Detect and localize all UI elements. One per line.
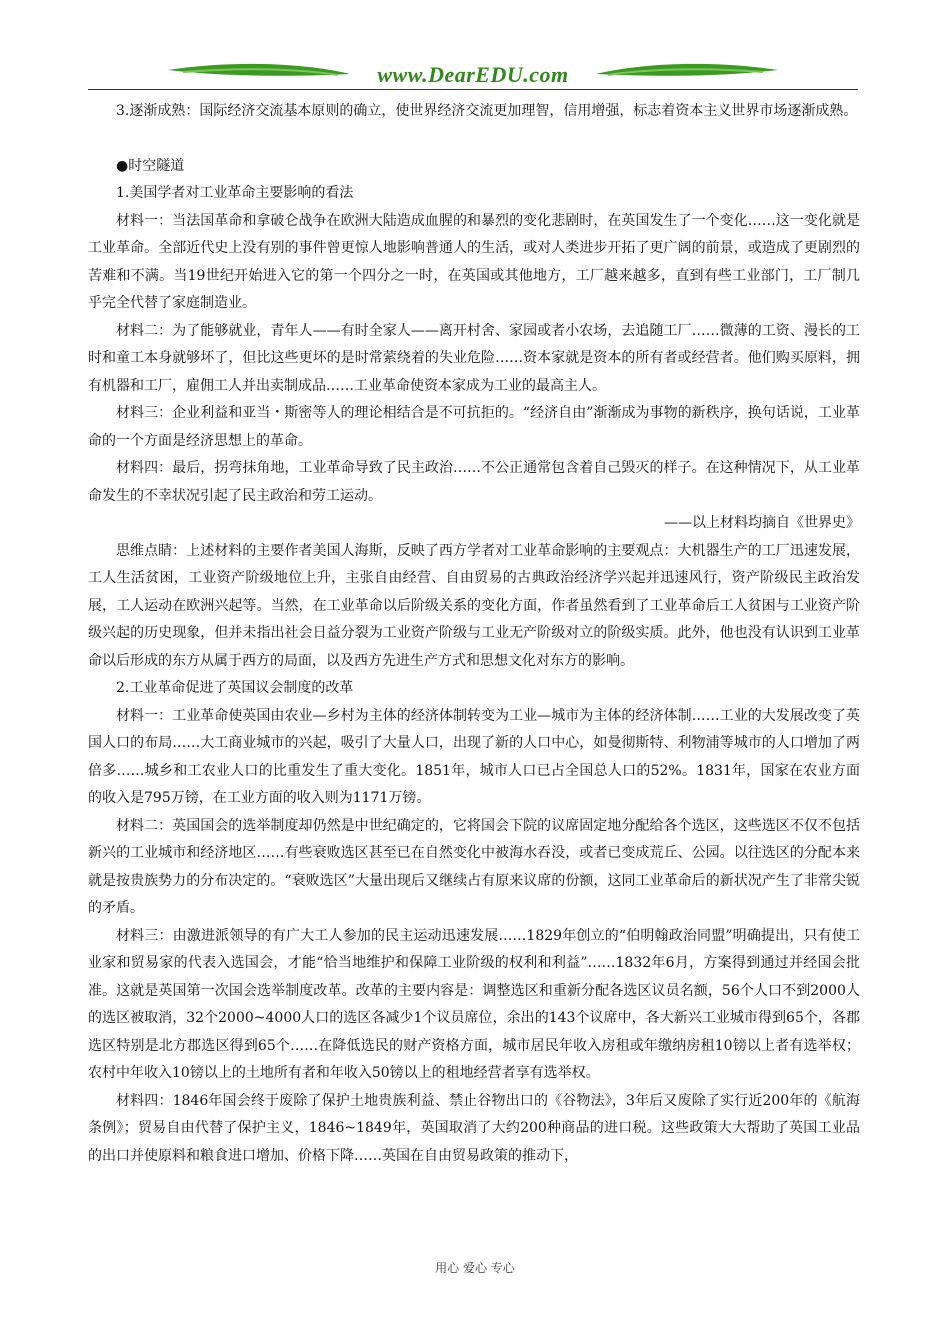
topic-1-material-3: 材料三：企业利益和亚当・斯密等人的理论相结合是不可抗拒的。“经济自由”渐渐成为事物的新秩序，换句话说，工业革命的一个方面是经济思想上的革命。 [88, 405, 860, 449]
topic-1-analysis: 思维点睛：上述材料的主要作者美国人海斯，反映了西方学者对工业革命影响的主要观点：大机器生产的工厂迅速发展，工人生活贫困，工业资产阶级地位上升，主张自由经营、自由贸易的古典政治经济学兴起并迅速风行，资产阶级民主政治发展，工人运动在欧洲兴起等。当然，在工业革命以后阶级关系的变化方面，作者虽然看到了工业革命后工人贫困与工业资产阶级兴起的历史现象，但并未指出社会日益分裂为工业资产阶级与工业无产阶级对立的阶级实质。此外，他也没有认识到工业革命以后形成的东方从属于西方的局面，以及西方先进生产方式和思想文化对东方的影响。 [88, 542, 860, 669]
topic-1-material-2: 材料二：为了能够就业，青年人——有时全家人——离开村舍、家园或者小农场，去追随工厂……微薄的工资、漫长的工时和童工本身就够坏了，但比这些更坏的是时常萦绕着的失业危险……资本家就是资本的所有者或经营者。他们购买原料，拥有机器和工厂，雇佣工人并出卖制成品……工业革命使资本家成为工业的最高主人。 [88, 322, 860, 394]
topic-1-material-4: 材料四：最后，拐弯抹角地，工业革命导致了民主政治……不公正通常包含着自己毁灭的样子。在这种情况下，从工业革命发生的不幸状况引起了民主政治和劳工运动。 [88, 460, 860, 504]
site-logo-text: www.DearEDU.com [377, 62, 569, 87]
topic-2-material-2: 材料二：英国国会的选举制度却仍然是中世纪确定的，它将国会下院的议席固定地分配给各个选区，这些选区不仅不包括新兴的工业城市和经济地区……有些衰败选区甚至已在自然变化中被海水吞没，或者已变成荒丘、公园。以往选区的分配本来就是按贵族势力的分布决定的。“衰败选区”大量出现后又继续占有原来议席的份额，这同工业革命后的新状况产生了非常尖锐的矛盾。 [88, 817, 860, 916]
topic-1-source: ——以上材料均摘自《世界史》 [664, 515, 860, 531]
document-body [88, 98, 860, 1170]
topic-2-material-3: 材料三：由激进派领导的有广大工人参加的民主运动迅速发展……1829年创立的“伯明翰政治同盟”明确提出，只有使工业家和贸易家的代表入选国会，才能“恰当地维护和保障工业阶级的权利和利益”……1832年6月，方案得到通过并经国会批准。这就是英国第一次国会选举制度改革。改革的主要内容是：调整选区和重新分配各选区议员名额，56个人口不到2000人的选区被取消，32个2000~4000人口的选区各减少1个议员席位，余出的143个议席中，各大新兴工业城市得到65个，各郡选区特别是北方郡选区得到65个……在降低选民的财产资格方面，城市居民年收入房租或年缴纳房租10镑以上者有选举权；农村中年收入10镑以上的土地所有者和年收入50镑以上的租地经营者享有选举权。 [88, 927, 860, 1081]
page-footer: 用心 爱心 专心 [435, 1261, 515, 1275]
topic-1-material-1: 材料一：当法国革命和拿破仑战争在欧洲大陆造成血腥的和暴烈的变化悲剧时，在英国发生了一个变化……这一变化就是工业革命。全部近代史上没有别的事件曾更惊人地影响普通人的生活，或对人类进步开拓了更广阔的前景，或造成了更剧烈的苦难和不满。当19世纪开始进入它的第一个四分之一时，在英国或其他地方，工厂越来越多，直到有些工业部门，工厂制几乎完全代替了家庭制造业。 [88, 212, 860, 311]
header-rule [88, 89, 858, 90]
section-heading-tunnel: ●时空隧道 [116, 157, 185, 174]
topic-2-title: 2.工业革命促进了英国议会制度的改革 [116, 680, 354, 696]
topic-1-title: 1.美国学者对工业革命主要影响的看法 [116, 185, 354, 201]
section-3-paragraph: 3.逐渐成熟：国际经济交流基本原则的确立，使世界经济交流更加理智，信用增强，标志着资本主义世界市场逐渐成熟。 [116, 103, 858, 119]
page-header [88, 52, 858, 98]
blank-line [88, 126, 860, 153]
topic-2-material-4: 材料四：1846年国会终于废除了保护土地贵族利益、禁止谷物出口的《谷物法》，3年后又废除了实行近200年的《航海条例》；贸易自由代替了保护主义，1846~1849年，英国取消了大约200种商品的进口税。这些政策大大帮助了英国工业品的出口并使原料和粮食进口增加、价格下降……英国在自由贸易政策的推动下， [88, 1092, 860, 1164]
topic-2-material-1: 材料一：工业革命使英国由农业—乡村为主体的经济体制转变为工业—城市为主体的经济体制……工业的大发展改变了英国人口的布局……大工商业城市的兴起，吸引了大量人口，出现了新的人口中心，如曼彻斯特、利物浦等城市的人口增加了两倍多……城乡和工农业人口的比重发生了重大变化。1851年，城市人口已占全国总人口的52%。1831年，国家在农业方面的收入是795万镑，在工业方面的收入则为1171万镑。 [88, 707, 860, 806]
